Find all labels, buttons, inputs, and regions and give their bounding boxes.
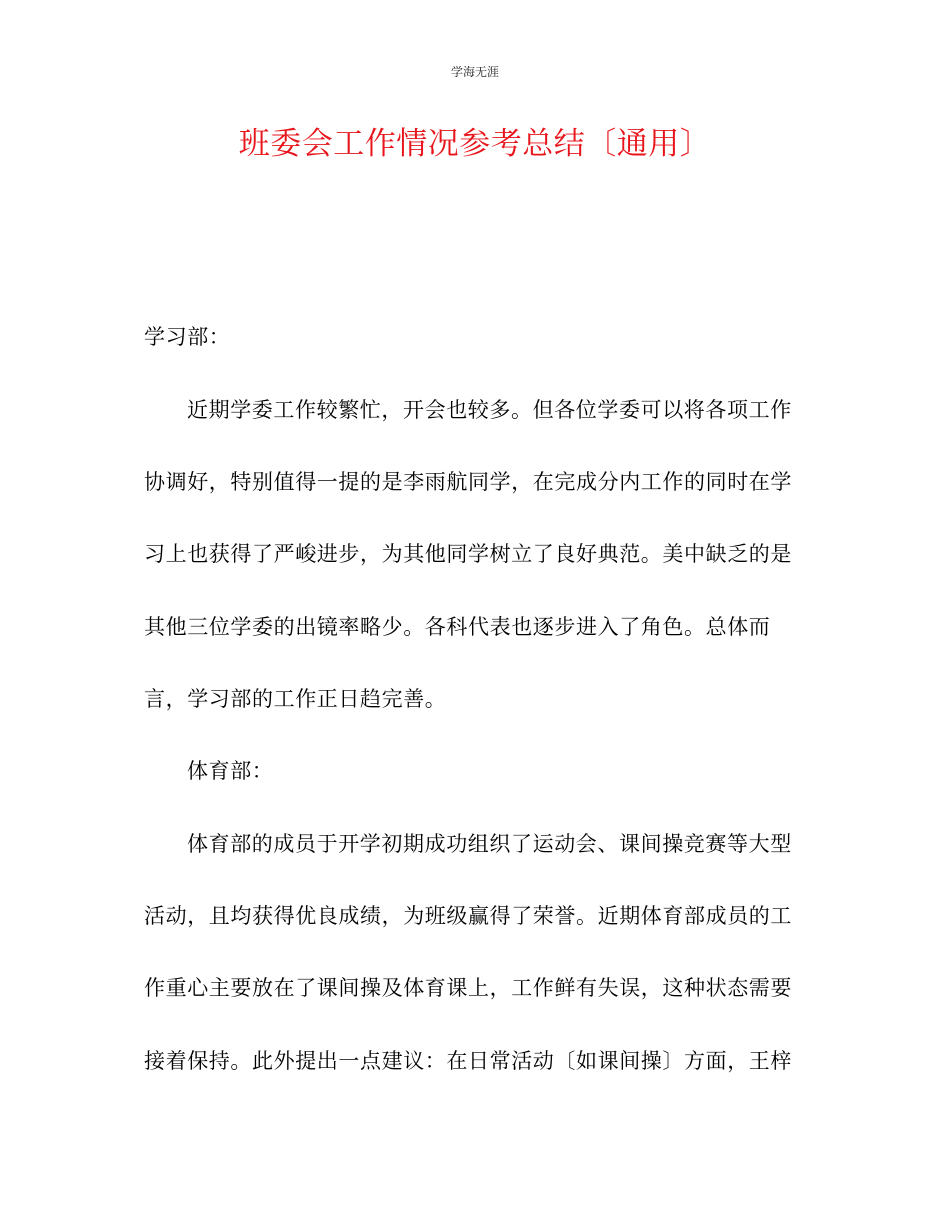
paragraph-line: 其他三位学委的出镜率略少。各科代表也逐步进入了角色。总体而 bbox=[144, 615, 771, 639]
paragraph-line: 活动，且均获得优良成绩，为班级赢得了荣誉。近期体育部成员的工 bbox=[144, 904, 792, 928]
paragraph-line: 言，学习部的工作正日趋完善。 bbox=[144, 687, 447, 711]
paragraph-line: 近期学委工作较繁忙，开会也较多。但各位学委可以将各项工作 bbox=[187, 398, 792, 422]
document-title: 班委会工作情况参考总结〔通用〕 bbox=[238, 126, 712, 162]
paragraph-line: 协调好，特别值得一提的是李雨航同学，在完成分内工作的同时在学 bbox=[144, 470, 792, 494]
section-heading-sports: 体育部： bbox=[187, 759, 274, 783]
paragraph-line: 习上也获得了严峻进步，为其他同学树立了良好典范。美中缺乏的是 bbox=[144, 542, 792, 566]
paragraph-line: 作重心主要放在了课间操及体育课上，工作鲜有失误，这种状态需要 bbox=[144, 976, 792, 1000]
section-heading-study: 学习部： bbox=[144, 325, 231, 349]
page-header: 学海无涯 bbox=[450, 65, 499, 79]
paragraph-line: 接着保持。此外提出一点建议：在日常活动〔如课间操〕方面，王梓 bbox=[144, 1049, 792, 1073]
paragraph-line: 体育部的成员于开学初期成功组织了运动会、课间操竞赛等大型 bbox=[187, 832, 792, 856]
